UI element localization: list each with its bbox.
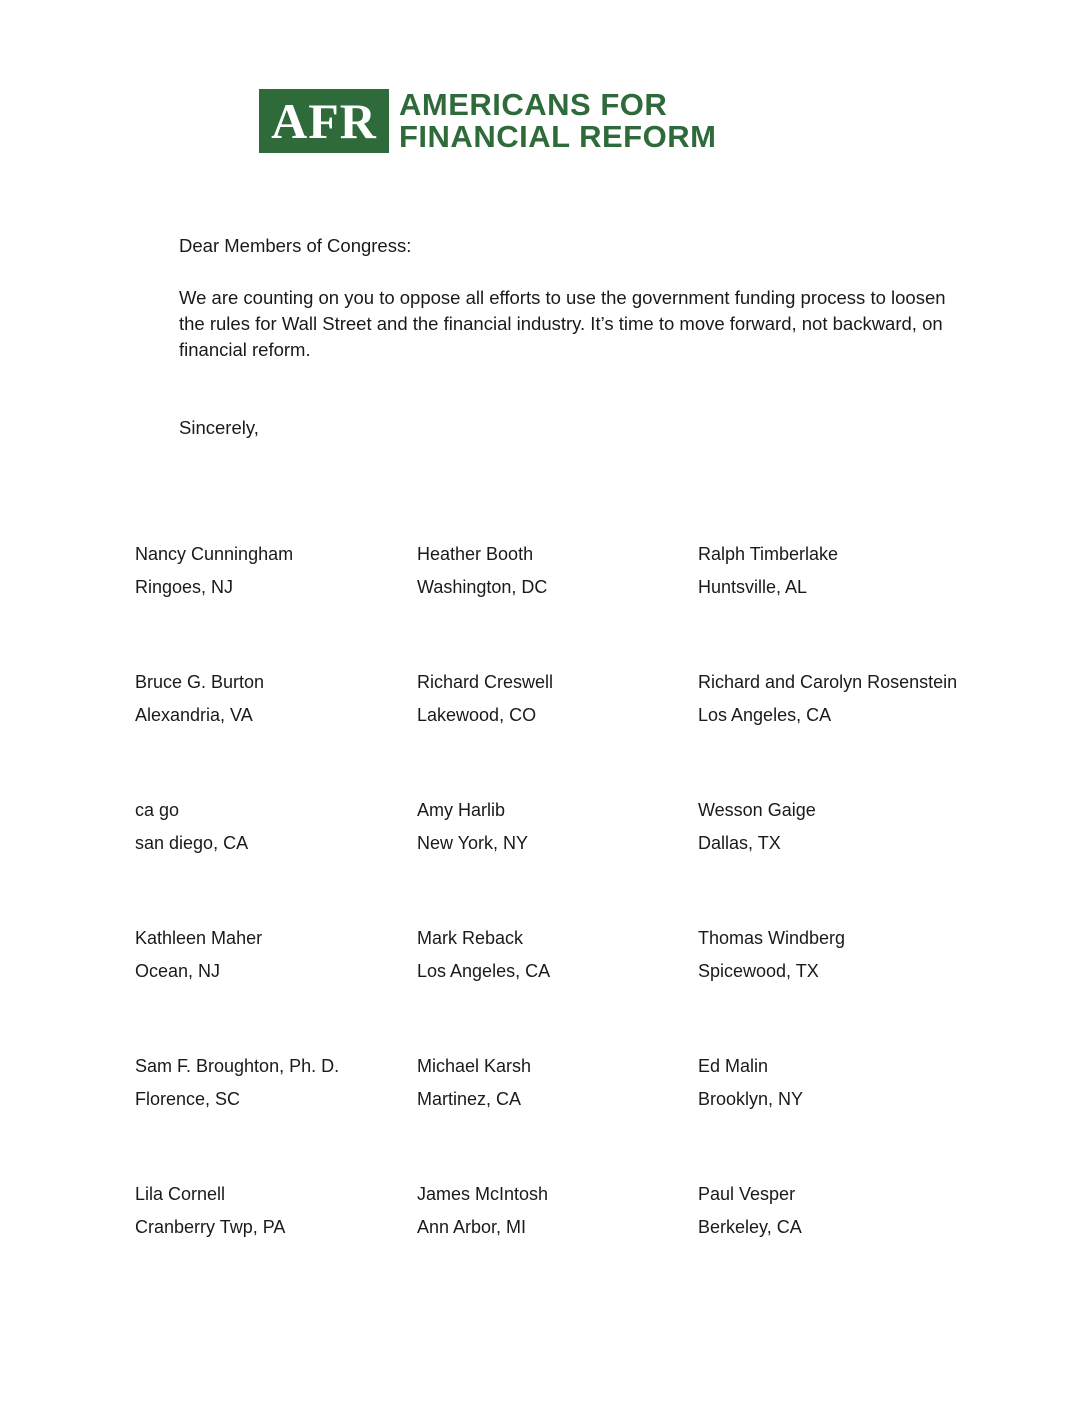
- signer-location: san diego, CA: [135, 833, 249, 853]
- signer-location: Alexandria, VA: [135, 705, 253, 725]
- signer-location: Berkeley, CA: [698, 1217, 802, 1237]
- signer-location: Washington, DC: [417, 577, 548, 597]
- signer-name: Bruce G. Burton: [135, 672, 265, 692]
- signer-location: Lakewood, CO: [417, 705, 537, 725]
- signer-name: Kathleen Maher: [135, 928, 263, 948]
- signer-name: Heather Booth: [417, 544, 534, 564]
- signer-entry: [698, 794, 998, 922]
- signer-entry: [417, 922, 698, 1050]
- signer-entry: [698, 538, 998, 666]
- signer-entry: [135, 1050, 417, 1178]
- closing: Sincerely,: [179, 417, 259, 438]
- signer-entry: [417, 538, 698, 666]
- signer-name: James McIntosh: [417, 1184, 549, 1204]
- signer-entry: [698, 922, 998, 1050]
- signer-location: Cranberry Twp, PA: [135, 1217, 286, 1237]
- signer-entry: [135, 794, 417, 922]
- signer-location: Dallas, TX: [698, 833, 781, 853]
- signer-entry: [135, 666, 417, 794]
- signer-name: Nancy Cunningham: [135, 544, 294, 564]
- signer-location: Ann Arbor, MI: [417, 1217, 527, 1237]
- signer-entry: [698, 1050, 998, 1178]
- afr-logo: [259, 89, 716, 153]
- signer-location: Los Angeles, CA: [698, 705, 832, 725]
- signer-location: Brooklyn, NY: [698, 1089, 804, 1109]
- signer-entry: [417, 1178, 698, 1306]
- signer-name: Ed Malin: [698, 1056, 769, 1076]
- signer-location: New York, NY: [417, 833, 529, 853]
- salutation: Dear Members of Congress:: [179, 235, 412, 256]
- signer-name: Ralph Timberlake: [698, 544, 839, 564]
- signer-location: Ocean, NJ: [135, 961, 221, 981]
- signer-name: Richard and Carolyn Rosenstein: [698, 672, 958, 692]
- signer-name: Mark Reback: [417, 928, 524, 948]
- signer-name: Paul Vesper: [698, 1184, 796, 1204]
- logo-wordmark: [399, 89, 716, 153]
- signer-entry: [698, 1178, 998, 1306]
- signer-entry: [698, 666, 998, 794]
- signer-list: [135, 538, 1035, 1306]
- signer-name: Richard Creswell: [417, 672, 554, 692]
- signer-name: Amy Harlib: [417, 800, 506, 820]
- signer-entry: [417, 1050, 698, 1178]
- signer-location: Martinez, CA: [417, 1089, 522, 1109]
- signer-entry: [417, 794, 698, 922]
- signer-location: Los Angeles, CA: [417, 961, 551, 981]
- signer-location: Spicewood, TX: [698, 961, 819, 981]
- signer-name: Michael Karsh: [417, 1056, 532, 1076]
- letter-paragraph: We are counting on you to oppose all efforts to use the government funding process to loosen the rules for Wall Street and the financial industry. It’s time to move forward, not backward, on financial reform.: [179, 287, 946, 360]
- signer-location: Ringoes, NJ: [135, 577, 234, 597]
- logo-abbreviation: AFR: [259, 89, 389, 153]
- signer-entry: [135, 1178, 417, 1306]
- signer-name: Lila Cornell: [135, 1184, 226, 1204]
- signer-entry: [135, 538, 417, 666]
- signer-entry: [417, 666, 698, 794]
- signer-name: Thomas Windberg: [698, 928, 846, 948]
- signer-name: ca go: [135, 800, 180, 820]
- signer-name: Sam F. Broughton, Ph. D.: [135, 1056, 340, 1076]
- signer-location: Florence, SC: [135, 1089, 241, 1109]
- signer-location: Huntsville, AL: [698, 577, 808, 597]
- logo-line-2: FINANCIAL REFORM: [399, 119, 717, 154]
- letter-body: [179, 233, 969, 441]
- logo-line-1: AMERICANS FOR: [399, 87, 668, 122]
- signer-name: Wesson Gaige: [698, 800, 816, 820]
- signer-entry: [135, 922, 417, 1050]
